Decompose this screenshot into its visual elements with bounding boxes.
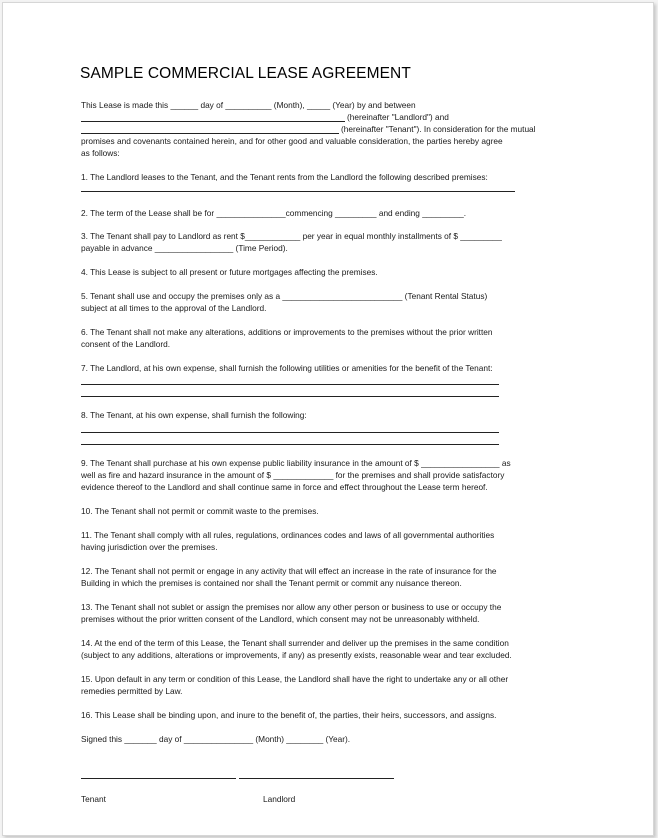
intro-line-1: This Lease is made this ______ day of __________ (Month), _____ (Year) by and between: [81, 100, 416, 110]
tenant-label: Tenant: [81, 794, 106, 804]
intro-line-5: as follows:: [81, 148, 120, 158]
tenant-furnish-blank-1: [81, 432, 499, 433]
clause-1: 1. The Landlord leases to the Tenant, and the Tenant rents from the Landlord the following described premises:: [81, 172, 488, 182]
clause-12-line-1: 12. The Tenant shall not permit or engage in any activity that will effect an increase in the rate of insurance for the: [81, 566, 497, 576]
clause-16: 16. This Lease shall be binding upon, and inure to the benefit of, the parties, their heirs, successors, and assigns.: [81, 710, 497, 720]
clause-3-line-2: payable in advance _________________ (Time Period).: [81, 243, 288, 253]
clause-14-line-2: (subject to any additions, alterations or improvements, if any) as presently exists, reasonable wear and tear excluded.: [81, 650, 512, 660]
clause-6-line-2: consent of the Landlord.: [81, 339, 171, 349]
clause-5-line-2: subject at all times to the approval of the Landlord.: [81, 303, 267, 313]
clause-9-line-3: evidence thereof to the Landlord and shall continue same in force and effect throughout the Lease term hereof.: [81, 482, 488, 492]
tenant-signature-line: [81, 778, 236, 779]
clause-11-line-1: 11. The Tenant shall comply with all rules, regulations, ordinances codes and laws of all governmental authorities: [81, 530, 495, 540]
signed-line: Signed this _______ day of _______________ (Month) ________ (Year).: [81, 734, 351, 744]
document-page: [2, 2, 654, 836]
clause-13-line-1: 13. The Tenant shall not sublet or assign the premises nor allow any other person or business to use or occupy the: [81, 602, 502, 612]
clause-8: 8. The Tenant, at his own expense, shall furnish the following:: [81, 410, 307, 420]
clause-4: 4. This Lease is subject to all present or future mortgages affecting the premises.: [81, 267, 378, 277]
clause-6-line-1: 6. The Tenant shall not make any alterations, additions or improvements to the premises without the prior written: [81, 327, 493, 337]
clause-11-line-2: having jurisdiction over the premises.: [81, 542, 218, 552]
intro-line-2: (hereinafter "Landlord") and: [347, 112, 449, 122]
clause-3-line-1: 3. The Tenant shall pay to Landlord as rent $____________ per year in equal monthly installments of $ _________: [81, 231, 502, 241]
clause-12-line-2: Building in which the premises is contained nor shall the Tenant permit or commit any nuisance thereon.: [81, 578, 462, 588]
clause-15-line-1: 15. Upon default in any term or condition of this Lease, the Landlord shall have the right to undertake any or all other: [81, 674, 509, 684]
utilities-blank-2: [81, 396, 499, 397]
utilities-blank-1: [81, 384, 499, 385]
intro-line-3: (hereinafter "Tenant"). In consideration for the mutual: [341, 124, 536, 134]
premises-blank: [81, 191, 515, 192]
tenant-name-blank: [81, 133, 339, 134]
clause-9-line-2: well as fire and hazard insurance in the amount of $ _____________ for the premises and shall provide satisfactory: [81, 470, 505, 480]
clause-9-line-1: 9. The Tenant shall purchase at his own expense public liability insurance in the amount of $ _________________ as: [81, 458, 511, 468]
clause-2: 2. The term of the Lease shall be for _______________commencing _________ and ending _________.: [81, 208, 467, 218]
landlord-name-blank: [81, 121, 345, 122]
clause-7: 7. The Landlord, at his own expense, shall furnish the following utilities or amenities for the benefit of the Tenant:: [81, 363, 493, 373]
page-title: SAMPLE COMMERCIAL LEASE AGREEMENT: [80, 65, 411, 82]
clause-13-line-2: premises without the prior written consent of the Landlord, which consent may not be unreasonably withheld.: [81, 614, 480, 624]
clause-10: 10. The Tenant shall not permit or commit waste to the premises.: [81, 506, 319, 516]
clause-14-line-1: 14. At the end of the term of this Lease, the Tenant shall surrender and deliver up the premises in the same condition: [81, 638, 509, 648]
landlord-signature-line: [239, 778, 394, 779]
clause-5-line-1: 5. Tenant shall use and occupy the premises only as a __________________________ (Tenant Rental Status): [81, 291, 488, 301]
intro-line-4: promises and covenants contained herein, and for other good and valuable consideration, the parties hereby agree: [81, 136, 503, 146]
landlord-label: Landlord: [263, 794, 296, 804]
clause-15-line-2: remedies permitted by Law.: [81, 686, 183, 696]
tenant-furnish-blank-2: [81, 444, 499, 445]
